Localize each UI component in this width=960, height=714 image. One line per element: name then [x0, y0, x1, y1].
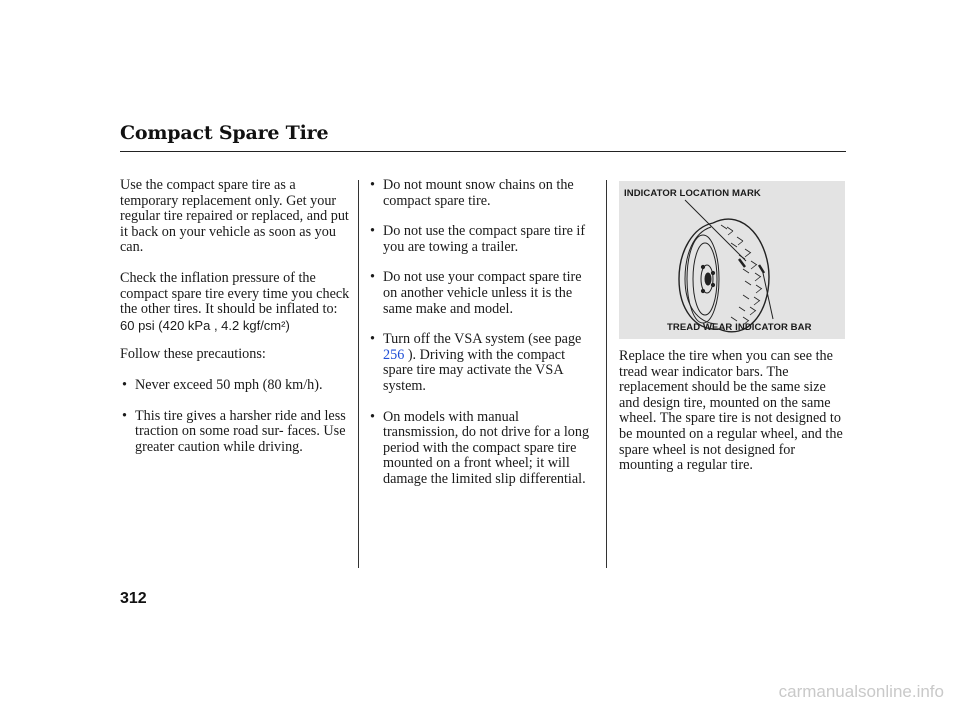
precaution-item: • On models with manual transmission, do not drive for a long period with the compact spare tire mounted on a front wheel; it will damage the limited slip differential. — [370, 410, 596, 488]
precautions-heading: Follow these precautions: — [120, 346, 266, 363]
precaution-item: • Do not use the compact spare tire if you are towing a trailer. — [370, 224, 596, 255]
precaution-item: • This tire gives a harsher ride and less traction on some road sur- faces. Use greater caution while driving. — [122, 409, 352, 456]
page-number: 312 — [120, 590, 147, 607]
tread-wear-indicator-bar-label: TREAD WEAR INDICATOR BAR — [667, 322, 812, 333]
replacement-paragraph: Replace the tire when you can see the tread wear indicator bars. The replacement should be the same size and design tire, mounted on the same wheel. The spare tire is not designed to be mounted on a regular wheel, and the spare wheel is not designed for mounting a regular tire. — [619, 348, 843, 474]
column-divider-left — [358, 180, 359, 568]
precaution-item: • Do not use your compact spare tire on another vehicle unless it is the same make and model. — [370, 270, 596, 317]
page-link-256[interactable]: 256 — [383, 346, 405, 363]
precaution-item: • Never exceed 50 mph (80 km/h). — [122, 378, 352, 394]
column-left — [120, 178, 352, 455]
tire-illustration — [619, 181, 845, 339]
column-right — [619, 349, 849, 474]
vsa-text-after: ). Driving with the compact spare tire may activate the VSA system. — [383, 346, 566, 394]
title-rule — [120, 151, 846, 152]
pressure-value: 60 psi (420 kPa , 4.2 kgf/cm²) — [120, 317, 290, 333]
column-middle — [370, 178, 596, 488]
inflation-paragraph: Check the inflation pressure of the compact spare tire every time you check the other tires. It should be inflated to: — [120, 269, 350, 318]
intro-paragraph: Use the compact spare tire as a temporary replacement only. Get your regular tire repaired or replaced, and put it back on your vehicle as soon as you can. — [120, 177, 349, 256]
indicator-location-mark-label: INDICATOR LOCATION MARK — [624, 188, 761, 199]
page-title: Compact Spare Tire — [120, 122, 329, 144]
column-divider-right — [606, 180, 607, 568]
precaution-item: • Do not mount snow chains on the compact spare tire. — [370, 178, 596, 209]
spare-tire-figure — [619, 181, 845, 339]
watermark: carmanualsonline.info — [778, 682, 944, 701]
vsa-text-before: Turn off the VSA system (see page — [383, 331, 582, 348]
precaution-item-vsa — [370, 332, 596, 394]
